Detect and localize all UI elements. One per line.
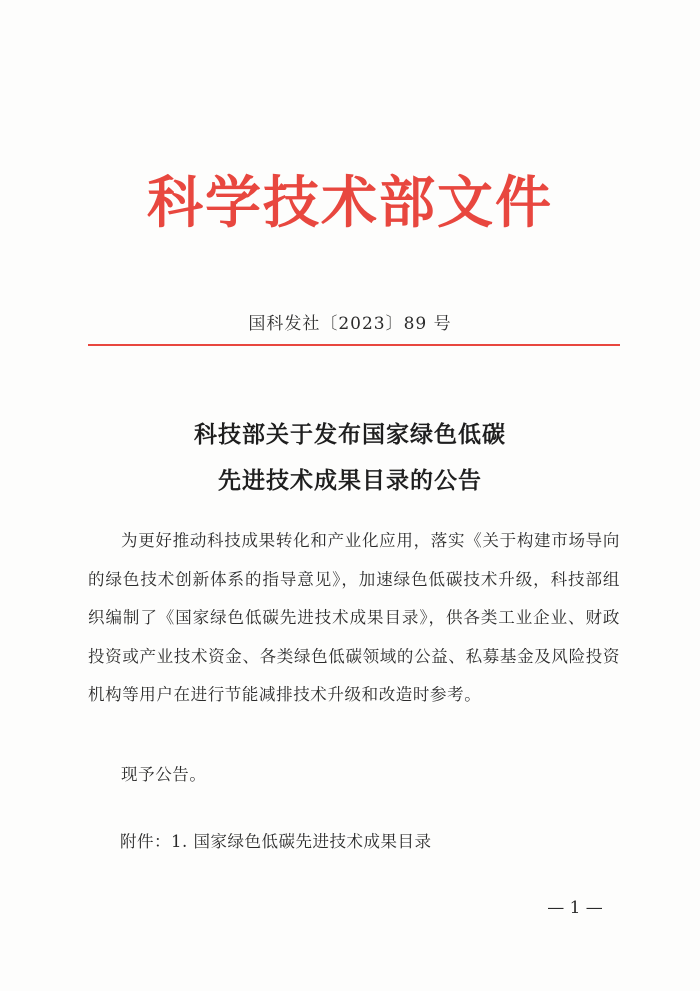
issuer-header: 科学技术部文件 (147, 170, 553, 236)
closing-statement: 现予公告。 (121, 765, 207, 784)
page-number: — 1 — (547, 898, 603, 918)
body-paragraph: 为更好推动科技成果转化和产业化应用，落实《关于构建市场导向的绿色技术创新体系的指导意见》，加速绿色低碳技术升级，科技部组织编制了《国家绿色低碳先进技术成果目录》，供各类工业企业、财政投资或产业技术资金、各类绿色低碳领域的公益、私募基金及风险投资机构等用户在进行节能减排技术升级和改造时参考。 (88, 531, 620, 704)
title-line-1: 科技部关于发布国家绿色低碳 (194, 421, 506, 448)
document-title (0, 412, 700, 504)
document-number: 国科发社〔2023〕89 号 (248, 314, 452, 334)
red-divider-rule (88, 344, 620, 346)
attachment-line: 附件：1. 国家绿色低碳先进技术成果目录 (120, 832, 432, 851)
title-line-2: 先进技术成果目录的公告 (218, 467, 482, 494)
